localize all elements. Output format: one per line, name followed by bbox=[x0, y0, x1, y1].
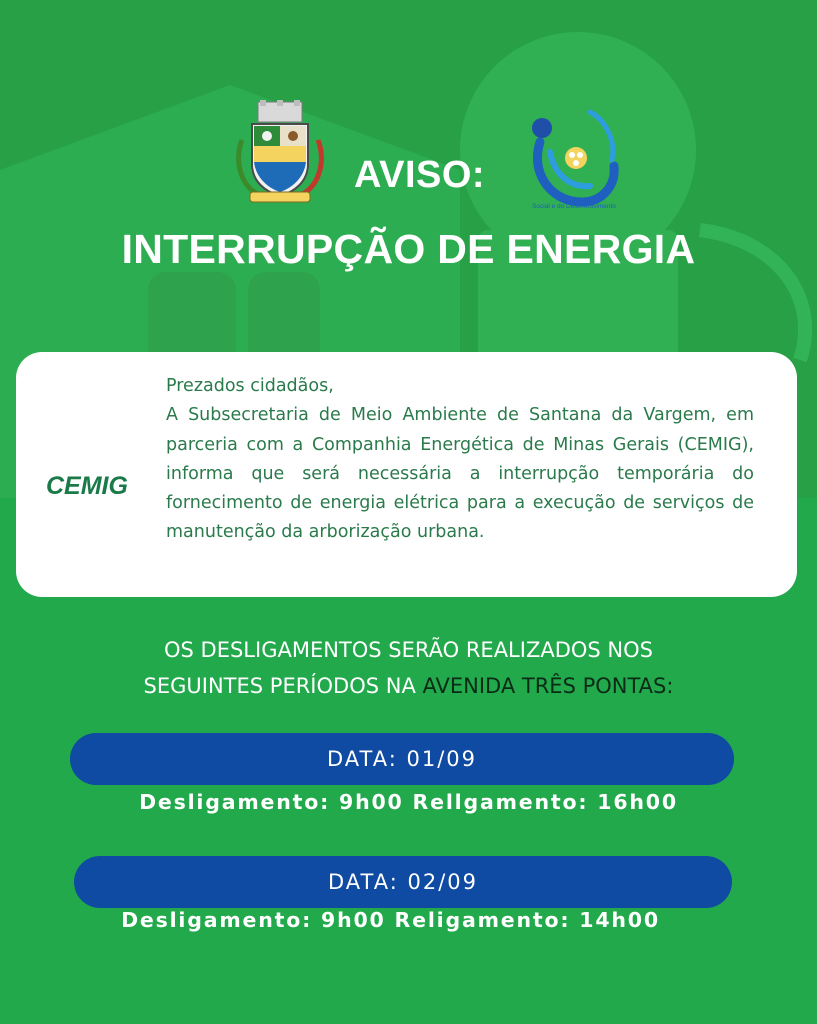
schedule-heading-line2 bbox=[0, 668, 817, 704]
schedule-heading-line1: OS DESLIGAMENTOS SERÃO REALIZADOS NOS bbox=[164, 638, 653, 662]
schedule-times-1: Desligamento: 9h00 Rellgamento: 16h00 bbox=[139, 790, 678, 814]
header bbox=[0, 100, 817, 300]
social-development-logo-icon bbox=[520, 102, 622, 212]
notice-body: A Subsecretaria de Meio Ambiente de Santana da Vargem, em parceria com a Companhia Energética de Minas Gerais (CEMIG), informa que será necessária a interrupção temporária do fornecimento de energia elétrica para a execução de serviços de manutenção da arborização urbana. bbox=[166, 405, 754, 543]
schedule-times-2: Desligamento: 9h00 Religamento: 14h00 bbox=[121, 908, 660, 932]
date-badge-2: DATA: 02/09 bbox=[74, 856, 732, 908]
brand-logo-text: Social e do Desenvolvimento bbox=[532, 203, 616, 210]
schedule-heading-prefix: SEGUINTES PERÍODOS NA bbox=[143, 674, 423, 698]
notice-greeting: Prezados cidadãos, bbox=[166, 376, 334, 396]
date-badge-1: DATA: 01/09 bbox=[70, 733, 734, 785]
notice-label: AVISO: bbox=[354, 154, 486, 196]
street-name: AVENIDA TRÊS PONTAS: bbox=[422, 674, 674, 698]
coat-of-arms-icon bbox=[232, 100, 328, 204]
notice-text bbox=[166, 372, 754, 548]
page-title: INTERRUPÇÃO DE ENERGIA bbox=[121, 226, 696, 272]
cemig-logo-icon bbox=[46, 470, 142, 500]
schedule-heading bbox=[0, 632, 817, 704]
cemig-logo-text: CEMIG bbox=[46, 472, 128, 500]
